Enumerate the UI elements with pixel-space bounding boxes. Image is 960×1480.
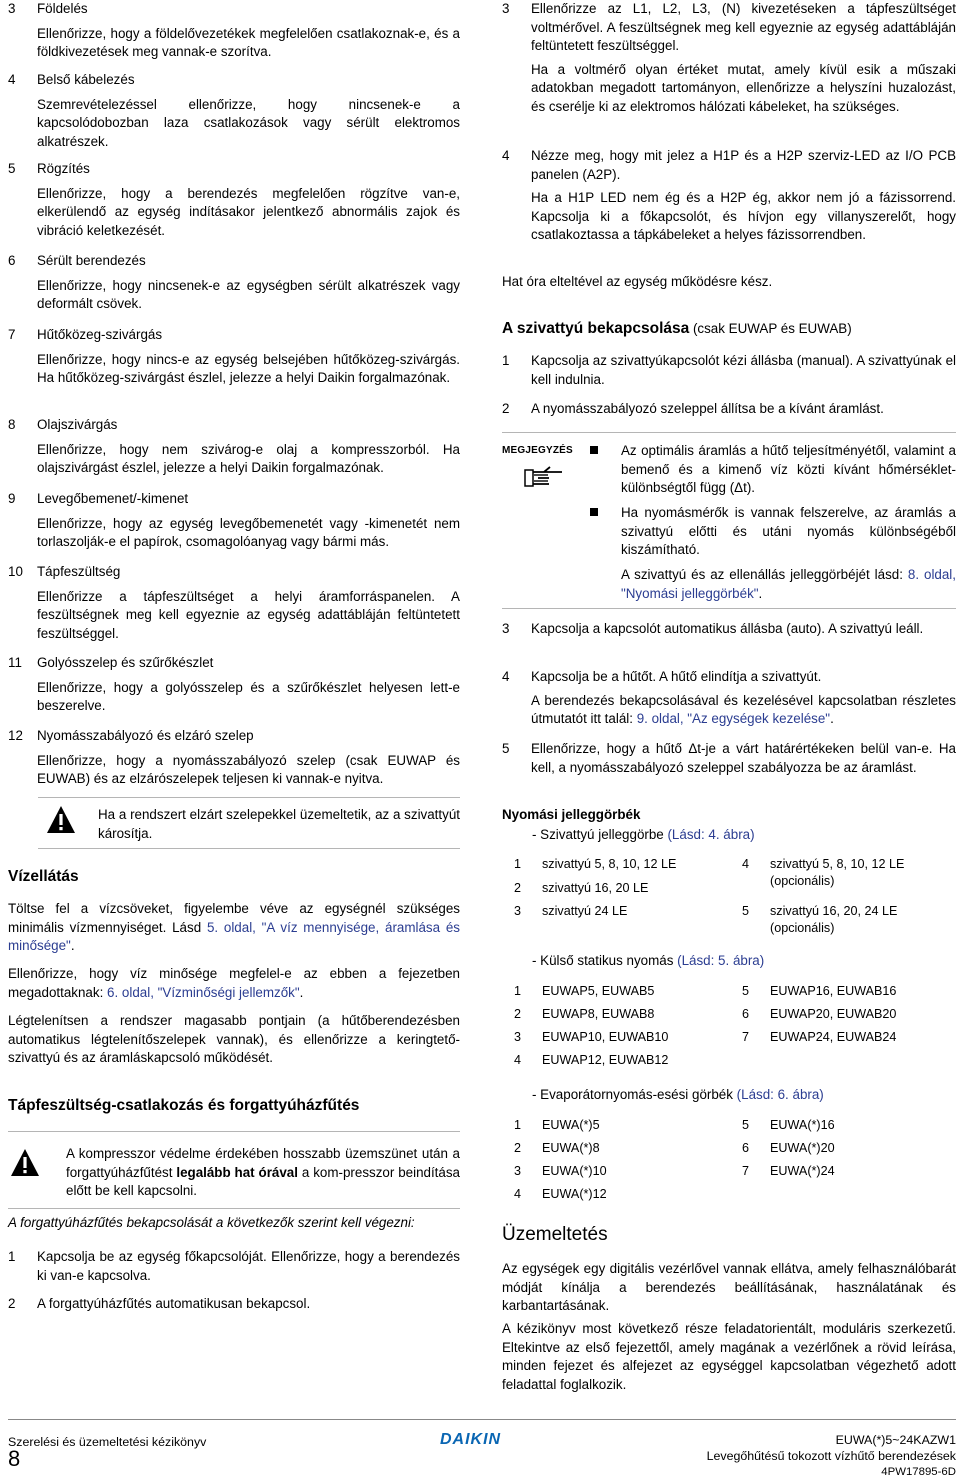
item-number: 5 [8, 161, 16, 176]
item-body: Szemrevételezéssel ellenőrizze, hogy nincsenek-e a kapcsolódobozban laza csatlakozások vagy sérült elektromos alkatrészek. [37, 96, 460, 149]
legend-entry [514, 1163, 714, 1180]
pump-step-4: 4 Kapcsolja be a hűtőt. A hűtő elindítja a szivattyút. A berendezés bekapcsolásával és kezelésével kapcsolatban részletes útmutatót itt talál: 9. oldal, "Az egységek kezelése". [502, 669, 956, 727]
item-number: 8 [8, 417, 16, 432]
legend-number: 3 [514, 1030, 522, 1044]
curves-sub-3: - Evaporátornyomás-esési görbék (Lásd: 6. ábra) [532, 1087, 824, 1102]
legend-entry [514, 1186, 714, 1203]
checklist-item [8, 416, 460, 478]
legend-entry [514, 1029, 714, 1046]
item-body: Ellenőrizze, hogy nincsenek-e az egységben sérült alkatrészek vagy deformált csövek. [37, 277, 460, 312]
section-heading-uzemeltetes: Üzemeltetés [502, 1224, 608, 1245]
page-number: 8 [8, 1446, 21, 1471]
note-rule-bottom [502, 608, 956, 609]
legend-number: 4 [514, 1053, 522, 1067]
legend-text: EUWAP16, EUWAB16 [770, 984, 897, 998]
checklist-item [8, 252, 460, 314]
item-title: Földelés [37, 1, 88, 16]
item-number: 4 [8, 72, 16, 87]
item-body: Ellenőrizze, hogy az egység levegőbemenetét vagy -kimenetét nem torlaszolják-e el papírok, csomagolóanyag vagy bármi más. [37, 515, 460, 550]
legend-number: 1 [514, 984, 522, 998]
item-body: Ellenőrizze, hogy a golyósszelep és a szűrőkészlet helyesen lett-e beszerelve. [37, 679, 460, 714]
legend-text: EUWA(*)12 [542, 1187, 607, 1201]
link-vizminoseg[interactable]: 6. oldal, "Vízminőségi jellemzők" [107, 984, 300, 1000]
legend-number: 4 [742, 857, 750, 871]
warning2-rule-top [8, 1131, 460, 1132]
section-heading-vizellatas: Vízellátás [8, 868, 79, 885]
legend-number: 6 [742, 1141, 750, 1155]
legend-entry [514, 983, 714, 1000]
pointing-hand-icon [524, 462, 566, 488]
item-body: Ellenőrizze a tápfeszültséget a helyi áramforráspanelen. A feszültségnek meg kell egyeznie az egység adattábláján feltüntetett feszültséggel. [37, 588, 460, 641]
item-number: 9 [8, 491, 16, 506]
item-title: Belső kábelezés [37, 72, 135, 87]
pump-step-5: 5 Ellenőrizze, hogy a hűtő Δt-je a várt határértékeken belül van-e. Ha kell, a nyomásszabályozó szeleppel szabályozza be az áramlást. [502, 741, 956, 775]
checklist-item [8, 326, 460, 388]
curves-sub-2: - Külső statikus nyomás (Lásd: 5. ábra) [532, 953, 765, 968]
pump-step-3: 3 Kapcsolja a kapcsolót automatikus állásba (auto). A szivattyú leáll. [502, 621, 924, 636]
legend-entry [742, 983, 942, 1000]
legend-text: EUWA(*)20 [770, 1141, 835, 1155]
step-3-voltage: 3 Ellenőrizze az L1, L2, L3, (N) kivezetéseken a tápfeszültséget voltmérővel. A feszültségnek meg kell egyeznie az egység adattábláján feltüntetett feszültséggel. Ha a voltmérő olyan értéket mutat, amely kívül esik a műszaki adatokban megadott tartományon, ellenőrizze a helyszíni huzalozást, és cserélje ki az elektromos hálózati kábeleket, ha szükséges. [502, 1, 956, 114]
legend-text: EUWAP24, EUWAB24 [770, 1030, 897, 1044]
item-title: Olajszivárgás [37, 417, 118, 432]
legend-entry [742, 1006, 942, 1023]
legend-entry [514, 880, 714, 897]
warning-icon [10, 1148, 40, 1178]
note-bullet [590, 508, 598, 516]
checklist-item [8, 490, 460, 552]
legend-entry [514, 1052, 714, 1069]
legend-text: szivattyú 16, 20, 24 LE (opcionális) [770, 904, 898, 935]
legend-text: EUWAP8, EUWAB8 [542, 1007, 655, 1021]
note-bullet-1: Az optimális áramlás a hűtő teljesítményétől, valamint a bemenő és a kimenő víz közti kívánt hőmérséklet-különbségtől függ (Δt). [621, 443, 956, 496]
checklist-item [8, 563, 460, 643]
note-rule-top [502, 432, 956, 433]
legend-entry [514, 1006, 714, 1023]
item-title: Hűtőközeg-szivárgás [37, 327, 163, 342]
legend-number: 2 [514, 1007, 522, 1021]
section-heading-tapfeszultseg: Tápfeszültség-csatlakozás és forgattyúházfűtés [8, 1097, 360, 1114]
legend-entry [514, 856, 714, 873]
link-egysegek-kezelese[interactable]: 9. oldal, "Az egységek kezelése" [636, 711, 831, 727]
footer-code: 4PW17895-6D [881, 1466, 956, 1478]
legend-entry [742, 1029, 942, 1046]
vizellatas-p3: Légtelenítsen a rendszer magasabb pontjain (a hűtőberendezésben automatikus légtelenítőszelepek vannak), és ellenőrizze a keringtető-szivattyú és az áramláskapcsoló működését. [8, 1013, 460, 1066]
tapfesz-step-2: 2 A forgattyúházfűtés automatikusan bekapcsol. [8, 1296, 311, 1311]
legend-entry [742, 1117, 942, 1134]
item-body: Ellenőrizze, hogy a nyomásszabályozó szelep (csak EUWAP és EUWAB) és az elzárószelepek teljesen ki vannak-e nyitva. [37, 752, 460, 787]
item-number: 10 [8, 564, 23, 579]
legend-text: szivattyú 5, 8, 10, 12 LE [542, 857, 677, 871]
link-abra-4[interactable]: (Lásd: 4. ábra) [667, 827, 755, 842]
checklist-item [8, 727, 460, 789]
note-bullet-3: A szivattyú és az ellenállás jelleggörbéjét lásd: 8. oldal, "Nyomási jelleggörbék". [621, 567, 957, 601]
curves-heading: Nyomási jelleggörbék [502, 807, 641, 822]
legend-number: 4 [514, 1187, 522, 1201]
legend-text: szivattyú 5, 8, 10, 12 LE (opcionális) [770, 857, 905, 888]
pump-step-2: 2 A nyomásszabályozó szeleppel állítsa be a kívánt áramlást. [502, 401, 884, 416]
vizellatas-p2: Ellenőrizze, hogy víz minősége megfelel-e az ebben a fejezetben megadottaknak: 6. oldal, "Vízminőségi jellemzők". [8, 966, 460, 1000]
checklist-item [8, 160, 460, 240]
curves-sub-1: - Szivattyú jelleggörbe (Lásd: 4. ábra) [532, 827, 755, 842]
warning-text: Ha a rendszert elzárt szelepekkel üzemeltetik, az a szivattyút károsítja. [98, 807, 460, 841]
legend-text: EUWA(*)24 [770, 1164, 835, 1178]
legend-entry [742, 1140, 942, 1157]
legend-text: EUWA(*)10 [542, 1164, 607, 1178]
legend-number: 1 [514, 857, 522, 871]
vizellatas-p1: Töltse fel a vízcsöveket, figyelembe véve az egységnél szükséges minimális vízmennyiséget. Lásd 5. oldal, "A víz mennyisége, áramlása és minősége". [8, 901, 460, 954]
pump-step-1: 1 Kapcsolja az szivattyúkapcsolót kézi állásba (manual). A szivattyúnak el kell indulnia. [502, 353, 956, 387]
tapfesz-intro: A forgattyúházfűtés bekapcsolását a következők szerint kell végezni: [8, 1215, 415, 1230]
legend-number: 7 [742, 1164, 750, 1178]
item-number: 11 [8, 655, 22, 670]
item-title: Levegőbemenet/-kimenet [37, 491, 189, 506]
step-4-led: 4 Nézze meg, hogy mit jelez a H1P és a H2P szerviz-LED az I/O PCB panelen (A2P). Ha a H1P LED nem ég és a H2P ég, akkor nem jó a fázissorrend. Kapcsolja ki a főkapcsolót, és hívjon egy villanyszerelőt, hogy csatlakoztassa a tápkábeleket a helyes fázissorrendben. [502, 148, 956, 243]
legend-number: 3 [514, 1164, 522, 1178]
ready-text: Hat óra elteltével az egység működésre kész. [502, 274, 773, 289]
legend-number: 5 [742, 984, 750, 998]
item-title: Sérült berendezés [37, 253, 146, 268]
item-title: Golyósszelep és szűrőkészlet [37, 655, 214, 670]
tapfesz-step-1: 1 Kapcsolja be az egység főkapcsolóját. Ellenőrizze, hogy a berendezés ki van-e kapcsolva. [8, 1249, 460, 1283]
legend-entry [742, 856, 932, 890]
checklist-item [8, 654, 460, 716]
item-number: 7 [8, 327, 16, 342]
page-footer [8, 1419, 956, 1478]
pump-heading: A szivattyú bekapcsolása (csak EUWAP és EUWAB) [502, 320, 852, 337]
link-abra-6[interactable]: (Lásd: 6. ábra) [736, 1087, 824, 1102]
item-number: 6 [8, 253, 16, 268]
link-viz-mennyisege[interactable]: 5. oldal, "A víz mennyisége, áramlása és minősége" [8, 919, 460, 954]
uzemeltetes-p2: A kézikönyv most következő része feladatorientált, moduláris szerkezetű. Eltekintve az első fejezettől, amely magának a vezérlőnek a rövid leírása, minden fejezet és alfejezet az egységgel kapcsolatban végezhető adott feladattal foglalkozik. [502, 1321, 956, 1392]
legend-number: 3 [514, 904, 522, 918]
legend-entry [742, 1163, 942, 1180]
legend-entry [514, 1140, 714, 1157]
item-body: Ellenőrizze, hogy nincs-e az egység belsejében hűtőközeg-szivárgás. Ha hűtőközeg-szivárgást észlel, jelezze a helyi Daikin forgalmazónak. [37, 351, 460, 386]
legend-number: 1 [514, 1118, 522, 1132]
legend-entry [514, 903, 714, 920]
item-title: Rögzítés [37, 161, 90, 176]
legend-text: szivattyú 16, 20 LE [542, 881, 649, 895]
item-title: Nyomásszabályozó és elzáró szelep [37, 728, 254, 743]
footer-description: Levegőhűtésű tokozott vízhűtő berendezések [706, 1449, 956, 1463]
link-nyomasi-jelleggorbek[interactable]: 8. oldal, "Nyomási jelleggörbék" [621, 567, 957, 601]
link-abra-5[interactable]: (Lásd: 5. ábra) [677, 953, 765, 968]
legend-number: 5 [742, 1118, 750, 1132]
warning-rule-bottom [38, 848, 460, 849]
legend-number: 5 [742, 904, 750, 918]
legend-text: EUWAP20, EUWAB20 [770, 1007, 897, 1021]
legend-text: EUWAP10, EUWAB10 [542, 1030, 669, 1044]
note-bullet [590, 446, 598, 454]
item-body: Ellenőrizze, hogy nem szivárog-e olaj a kompresszorból. Ha olajszivárgást észlel, jelezze a helyi Daikin forgalmazónak. [37, 441, 460, 476]
warning2-text: A kompresszor védelme érdekében hosszabb üzemszünet után a forgattyúházfűtést legalább hat órával a kom-presszor beindítása előtt be kell kapcsolni. [66, 1146, 460, 1199]
note-label: MEGJEGYZÉS [502, 445, 573, 456]
daikin-logo: DAIKIN [440, 1431, 502, 1448]
checklist-item [8, 71, 460, 151]
warning2-rule-bottom [8, 1208, 460, 1209]
warning-rule-top [38, 797, 460, 798]
legend-number: 2 [514, 881, 522, 895]
item-body: Ellenőrizze, hogy a berendezés megfelelően rögzítve van-e, elkerülendő az egység indításakor jelentkező abnormális zajok és vibráció keletkezését. [37, 185, 460, 238]
footer-rule [8, 1419, 956, 1420]
legend-text: EUWA(*)5 [542, 1118, 600, 1132]
legend-number: 6 [742, 1007, 750, 1021]
legend-text: EUWAP5, EUWAB5 [542, 984, 655, 998]
item-body: Ellenőrizze, hogy a földelővezetékek megfelelően csatlakoznak-e, és a földkivezetések meg vannak-e szorítva. [37, 25, 460, 60]
legend-text: EUWA(*)8 [542, 1141, 600, 1155]
legend-text: EUWAP12, EUWAB12 [542, 1053, 669, 1067]
note-bullet-2: Ha nyomásmérők is vannak felszerelve, az áramlás a szivattyú előtti és utáni nyomás különbségéből kiszámítható. [621, 505, 956, 558]
item-title: Tápfeszültség [37, 564, 121, 579]
item-number: 12 [8, 728, 23, 743]
item-number: 3 [8, 1, 16, 16]
uzemeltetes-p1: Az egységek egy digitális vezérlővel vannak ellátva, amely felhasználóbarát módját kínálja a berendezés beállításának, használatának és karbantartásának. [502, 1261, 956, 1314]
legend-number: 2 [514, 1141, 522, 1155]
footer-manual-title: Szerelési és üzemeltetési kézikönyv [8, 1435, 207, 1449]
warning-icon [46, 805, 76, 835]
legend-entry [742, 903, 932, 937]
checklist-item [8, 0, 460, 62]
legend-text: szivattyú 24 LE [542, 904, 628, 918]
legend-entry [514, 1117, 714, 1134]
legend-number: 7 [742, 1030, 750, 1044]
legend-text: EUWA(*)16 [770, 1118, 835, 1132]
footer-model: EUWA(*)5~24KAZW1 [835, 1433, 956, 1447]
footer-right [707, 1432, 956, 1480]
